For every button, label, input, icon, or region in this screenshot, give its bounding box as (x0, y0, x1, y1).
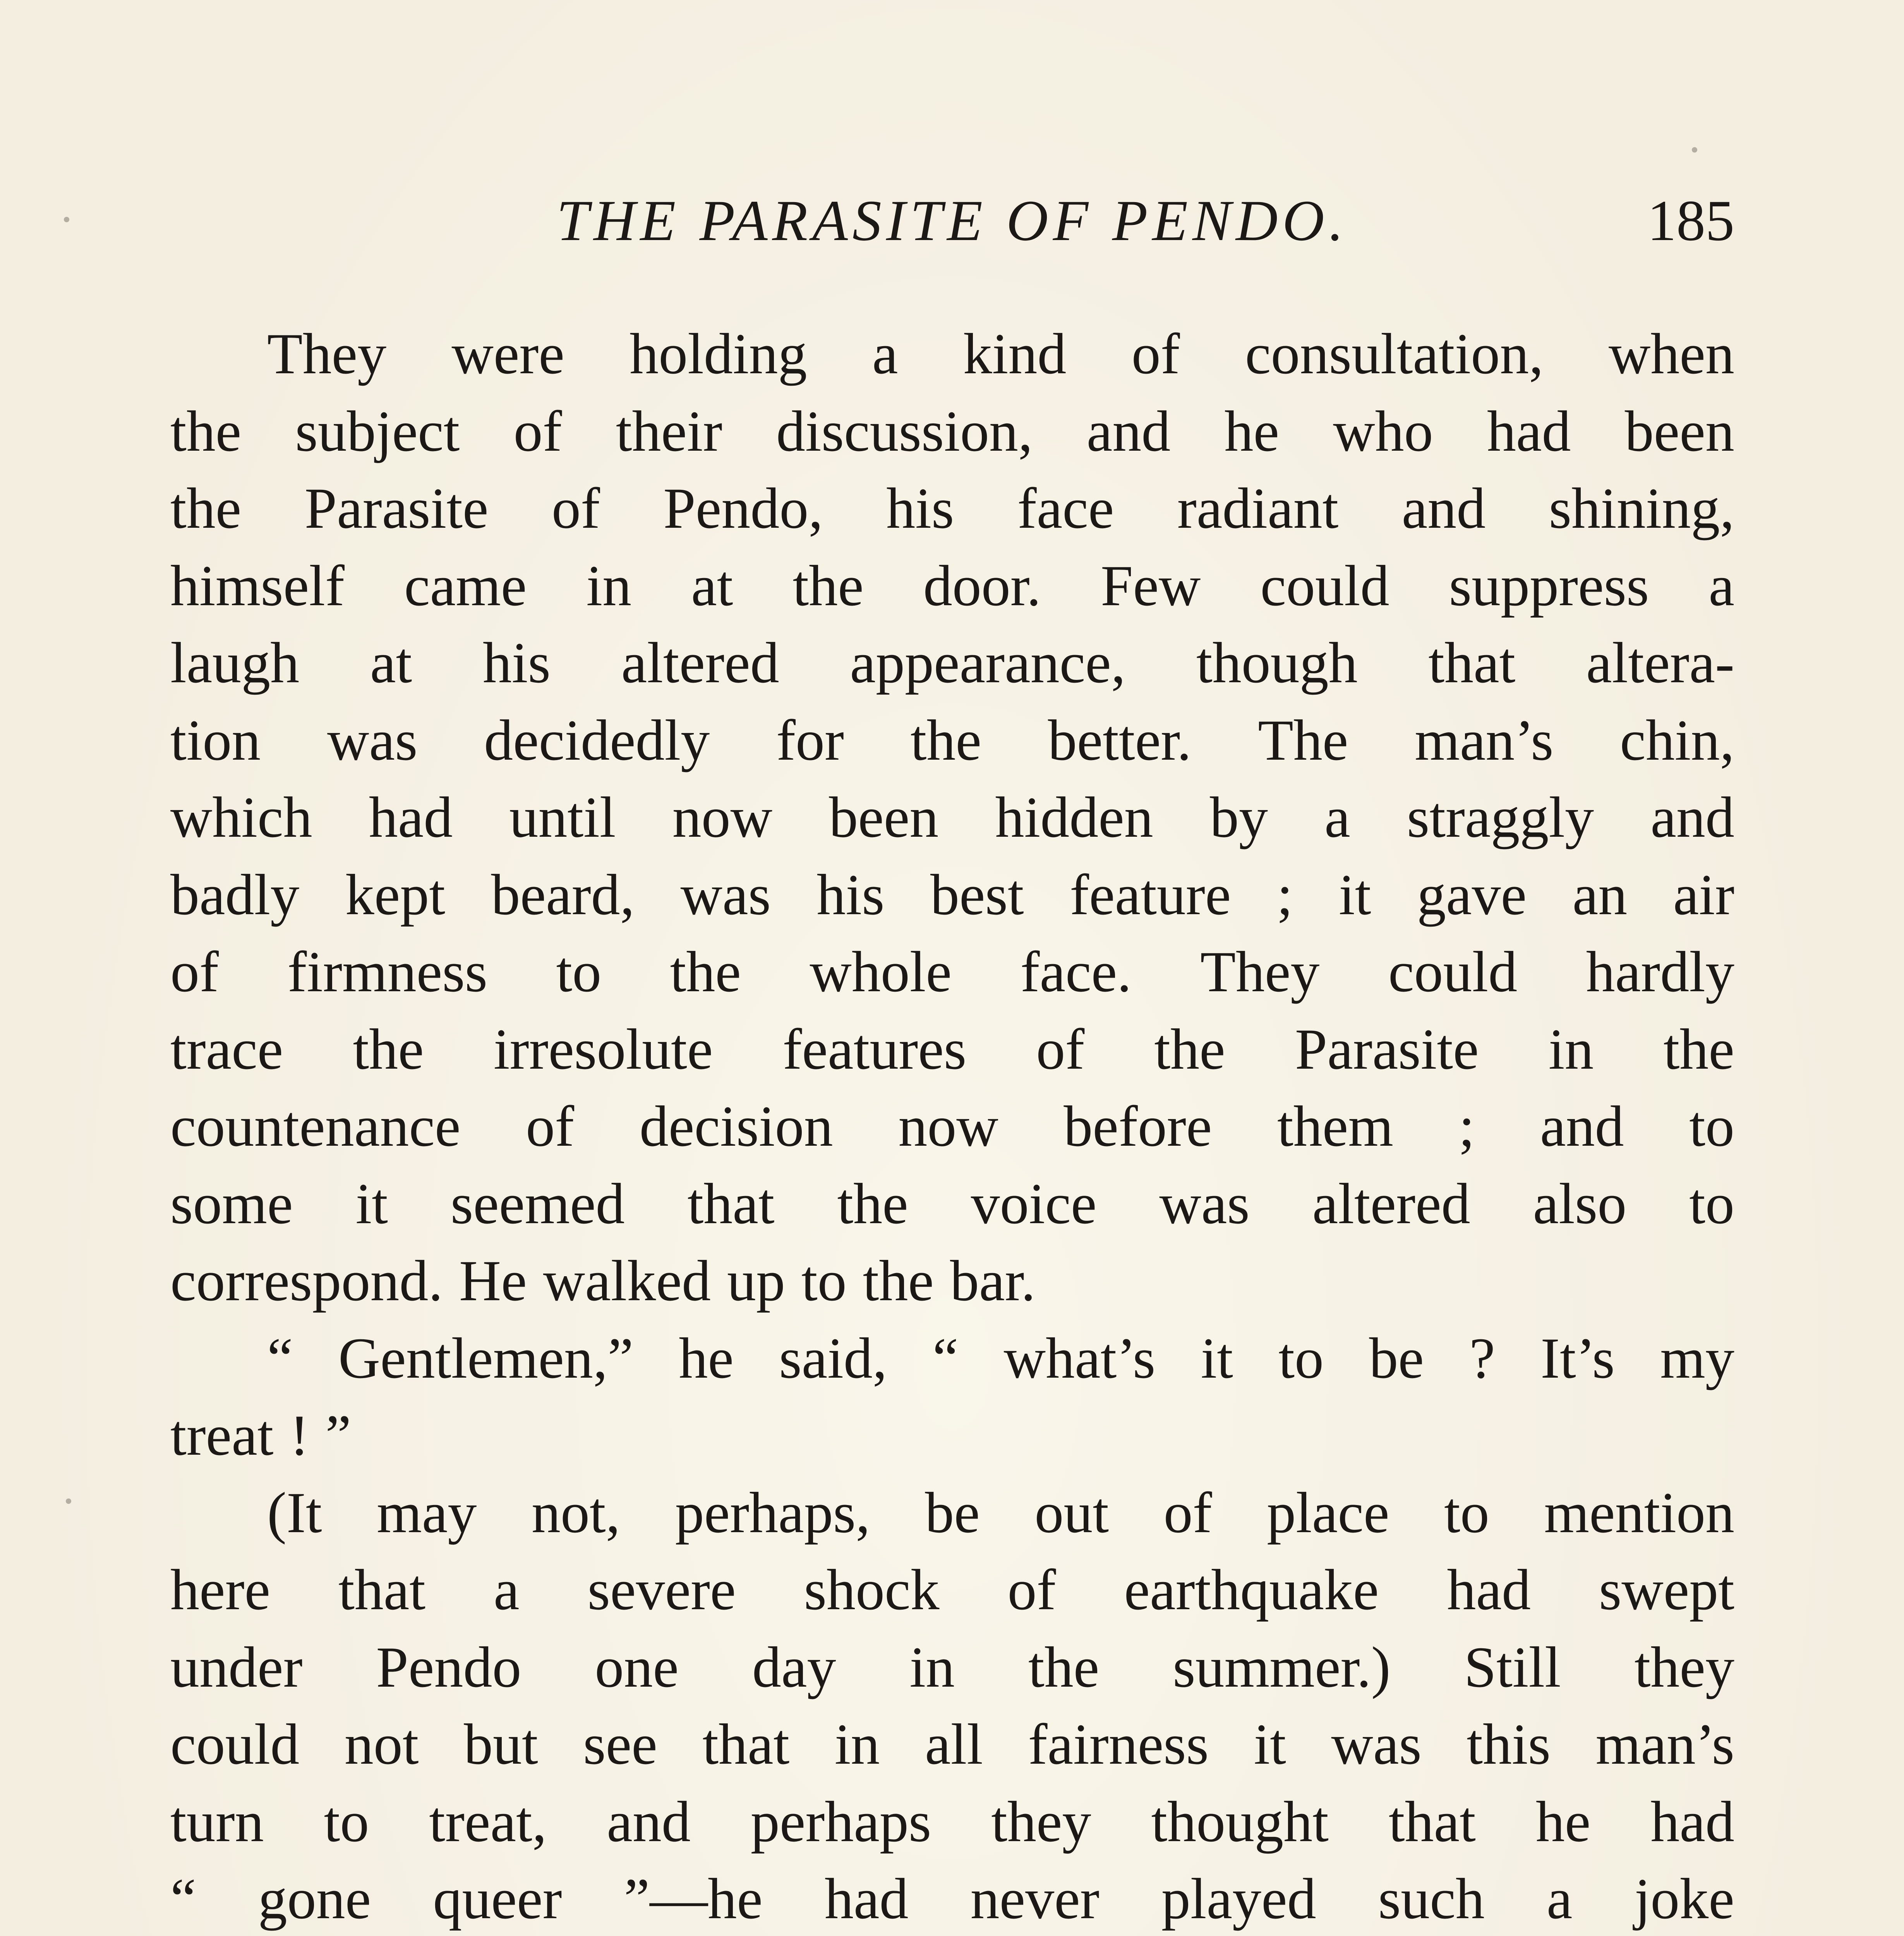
word: that (687, 1171, 775, 1236)
word: ! (290, 1403, 309, 1467)
word: they (991, 1789, 1091, 1854)
word: Parasite (304, 476, 489, 541)
word: of (513, 399, 562, 463)
word: which (170, 785, 312, 850)
word: irresolute (493, 1017, 713, 1081)
word: Few (1101, 553, 1201, 618)
word: ; (1276, 862, 1293, 927)
word: a (1324, 785, 1350, 850)
word: They (1200, 940, 1320, 1004)
word: radiant (1177, 476, 1339, 541)
word: had (1447, 1558, 1531, 1622)
word: of (1131, 322, 1180, 386)
word: himself (170, 553, 345, 618)
word: to (324, 1789, 369, 1854)
page-header (170, 182, 1734, 259)
word: door. (923, 553, 1041, 618)
word: until (509, 785, 616, 850)
page-number: 185 (1647, 189, 1734, 253)
word: “ (267, 1326, 293, 1390)
text-line (170, 1552, 1734, 1629)
word: was (680, 862, 771, 927)
word: it (1201, 1326, 1233, 1390)
running-title: THE PARASITE OF PENDO. (556, 189, 1348, 253)
word: and (1401, 476, 1486, 541)
word: be (1369, 1326, 1424, 1390)
word: ” (325, 1403, 351, 1467)
word: Pendo, (663, 476, 823, 541)
word: though (1196, 631, 1358, 695)
word: the (170, 399, 242, 463)
word: beard, (491, 862, 635, 927)
word: walked (543, 1249, 711, 1313)
word: ; (1458, 1094, 1475, 1159)
word: treat (170, 1403, 274, 1467)
word: voice (971, 1171, 1097, 1236)
word: the (910, 708, 981, 772)
body-text (170, 316, 1734, 1936)
word: whole (810, 940, 952, 1004)
word: the (353, 1017, 424, 1081)
text-line (170, 1860, 1734, 1936)
word: the (863, 1249, 934, 1313)
word: (It (267, 1480, 322, 1545)
word: ? (1469, 1326, 1495, 1390)
word: but (464, 1712, 538, 1776)
word: one (595, 1635, 679, 1699)
word: in (909, 1635, 955, 1699)
word: his (816, 862, 885, 927)
word: face (1017, 476, 1114, 541)
text-line (170, 470, 1734, 548)
word: their (616, 399, 722, 463)
word: hardly (1586, 940, 1734, 1004)
word: had (824, 1867, 909, 1931)
word: that (1388, 1789, 1476, 1854)
word: not (344, 1712, 419, 1776)
word: that (702, 1712, 790, 1776)
text-line (170, 1011, 1734, 1088)
text-line (170, 702, 1734, 779)
word: such (1378, 1867, 1485, 1931)
word: now (672, 785, 773, 850)
word: badly (170, 862, 300, 927)
word: altered (1312, 1171, 1470, 1236)
word: to (1444, 1480, 1489, 1545)
word: the (1028, 1635, 1100, 1699)
word: been (829, 785, 939, 850)
word: severe (587, 1558, 736, 1622)
word: joke (1634, 1867, 1734, 1931)
word: laugh (170, 631, 300, 695)
word: said, (779, 1326, 887, 1390)
word: in (1548, 1017, 1594, 1081)
word: been (1624, 399, 1734, 463)
word: countenance (170, 1094, 461, 1159)
word: played (1161, 1867, 1316, 1931)
word: Still (1464, 1635, 1561, 1699)
word: and (607, 1789, 691, 1854)
word: Pendo (376, 1635, 521, 1699)
word: could (1388, 940, 1518, 1004)
word: had (369, 785, 453, 850)
word: tion (170, 708, 261, 772)
word: bar. (950, 1249, 1036, 1313)
word: by (1209, 785, 1268, 850)
text-line (170, 393, 1734, 470)
word: It’s (1540, 1326, 1615, 1390)
word: to (556, 940, 602, 1004)
word: never (970, 1867, 1100, 1931)
word: that (338, 1558, 426, 1622)
word: Gentlemen,” (338, 1326, 634, 1390)
word: treat, (429, 1789, 547, 1854)
text-line (170, 1397, 1734, 1474)
word: straggly (1407, 785, 1594, 850)
word: a (494, 1558, 520, 1622)
word: had (1650, 1789, 1734, 1854)
text-line (170, 856, 1734, 934)
word: They (267, 322, 387, 386)
word: also (1533, 1171, 1627, 1236)
word: perhaps (750, 1789, 931, 1854)
word: this (1467, 1712, 1551, 1776)
text-line (170, 1320, 1734, 1397)
word: feature (1070, 862, 1231, 927)
word: here (170, 1558, 271, 1622)
text-line (170, 1088, 1734, 1165)
word: The (1258, 708, 1348, 772)
word: the (670, 940, 741, 1004)
text-line (170, 1243, 1734, 1320)
word: hidden (995, 785, 1153, 850)
word: perhaps, (675, 1480, 870, 1545)
paper-speck (64, 217, 69, 222)
word: gave (1417, 862, 1527, 927)
word: who (1333, 399, 1433, 463)
word: at (691, 553, 733, 618)
word: firmness (287, 940, 488, 1004)
word: some (170, 1171, 293, 1236)
word: to (801, 1249, 847, 1313)
word: his (886, 476, 954, 541)
word: in (586, 553, 632, 618)
word: of (1007, 1558, 1056, 1622)
word: the (1154, 1017, 1225, 1081)
text-line (170, 1165, 1734, 1243)
word: see (583, 1712, 657, 1776)
word: holding (630, 322, 807, 386)
word: kept (345, 862, 446, 927)
word: best (930, 862, 1024, 927)
word: a (1708, 553, 1734, 618)
word: when (1609, 322, 1734, 386)
word: under (170, 1635, 303, 1699)
word: it (1339, 862, 1371, 927)
word: chin, (1620, 708, 1734, 772)
word: before (1063, 1094, 1212, 1159)
word: Parasite (1295, 1017, 1479, 1081)
word: day (752, 1635, 836, 1699)
paper-speck (1692, 147, 1697, 153)
word: and (1650, 785, 1734, 850)
word: to (1689, 1094, 1734, 1159)
word: air (1673, 862, 1734, 927)
word: appearance, (850, 631, 1126, 695)
word: earthquake (1124, 1558, 1379, 1622)
word: kind (963, 322, 1067, 386)
word: subject (295, 399, 460, 463)
word: and (1086, 399, 1171, 463)
word: gone (258, 1867, 371, 1931)
word: he (679, 1326, 734, 1390)
text-line (170, 625, 1734, 702)
word: was (1331, 1712, 1422, 1776)
word: decision (639, 1094, 833, 1159)
text-line (170, 548, 1734, 625)
word: of (551, 476, 600, 541)
word: the (837, 1171, 908, 1236)
word: an (1572, 862, 1628, 927)
word: at (370, 631, 412, 695)
word: consultation, (1245, 322, 1544, 386)
word: of (1163, 1480, 1212, 1545)
word: of (1036, 1017, 1085, 1081)
word: in (834, 1712, 880, 1776)
word: features (782, 1017, 967, 1081)
word: place (1267, 1480, 1389, 1545)
word: be (925, 1480, 980, 1545)
word: man’s (1595, 1712, 1734, 1776)
word: all (925, 1712, 983, 1776)
word: face. (1020, 940, 1132, 1004)
word: trace (170, 1017, 283, 1081)
word: seemed (450, 1171, 625, 1236)
word: “ (932, 1326, 959, 1390)
word: man’s (1415, 708, 1554, 772)
word: the (1663, 1017, 1734, 1081)
word: shining, (1549, 476, 1734, 541)
word: could (170, 1712, 300, 1776)
word: they (1634, 1635, 1734, 1699)
word: may (377, 1480, 477, 1545)
text-line (170, 1706, 1734, 1783)
word: out (1034, 1480, 1109, 1545)
word: of (170, 940, 219, 1004)
text-line (170, 1629, 1734, 1706)
word: now (898, 1094, 998, 1159)
word: came (404, 553, 527, 618)
word: not, (531, 1480, 621, 1545)
word: were (451, 322, 564, 386)
word: up (727, 1249, 785, 1313)
word: thought (1151, 1789, 1329, 1854)
word: queer (433, 1867, 562, 1931)
word: ”—he (624, 1867, 763, 1931)
word: that (1428, 631, 1516, 695)
word: for (776, 708, 844, 772)
word: them (1277, 1094, 1394, 1159)
text-line (170, 779, 1734, 856)
word: altered (621, 631, 779, 695)
word: better. (1048, 708, 1192, 772)
word: to (1689, 1171, 1734, 1236)
word: could (1260, 553, 1389, 618)
word: a (872, 322, 898, 386)
word: and (1540, 1094, 1624, 1159)
word: was (327, 708, 418, 772)
word: fairness (1028, 1712, 1209, 1776)
text-line (170, 316, 1734, 393)
word: correspond. (170, 1249, 443, 1313)
word: swept (1599, 1558, 1734, 1622)
word: his (482, 631, 551, 695)
text-line (170, 934, 1734, 1011)
word: summer.) (1173, 1635, 1391, 1699)
word: of (526, 1094, 575, 1159)
paper-speck (66, 1498, 71, 1504)
word: “ (170, 1867, 196, 1931)
word: the (170, 476, 242, 541)
text-line (170, 1783, 1734, 1861)
word: it (1254, 1712, 1286, 1776)
word: had (1487, 399, 1571, 463)
text-line (170, 1474, 1734, 1552)
word: altera- (1586, 631, 1734, 695)
word: he (1535, 1789, 1591, 1854)
word: my (1660, 1326, 1734, 1390)
word: it (355, 1171, 388, 1236)
word: to (1278, 1326, 1324, 1390)
word: decidedly (484, 708, 710, 772)
word: turn (170, 1789, 264, 1854)
word: discussion, (776, 399, 1033, 463)
word: was (1159, 1171, 1250, 1236)
word: he (1224, 399, 1280, 463)
word: suppress (1449, 553, 1649, 618)
word: a (1546, 1867, 1573, 1931)
word: He (459, 1249, 527, 1313)
word: the (792, 553, 864, 618)
word: shock (804, 1558, 940, 1622)
word: mention (1544, 1480, 1734, 1545)
word: what’s (1003, 1326, 1156, 1390)
